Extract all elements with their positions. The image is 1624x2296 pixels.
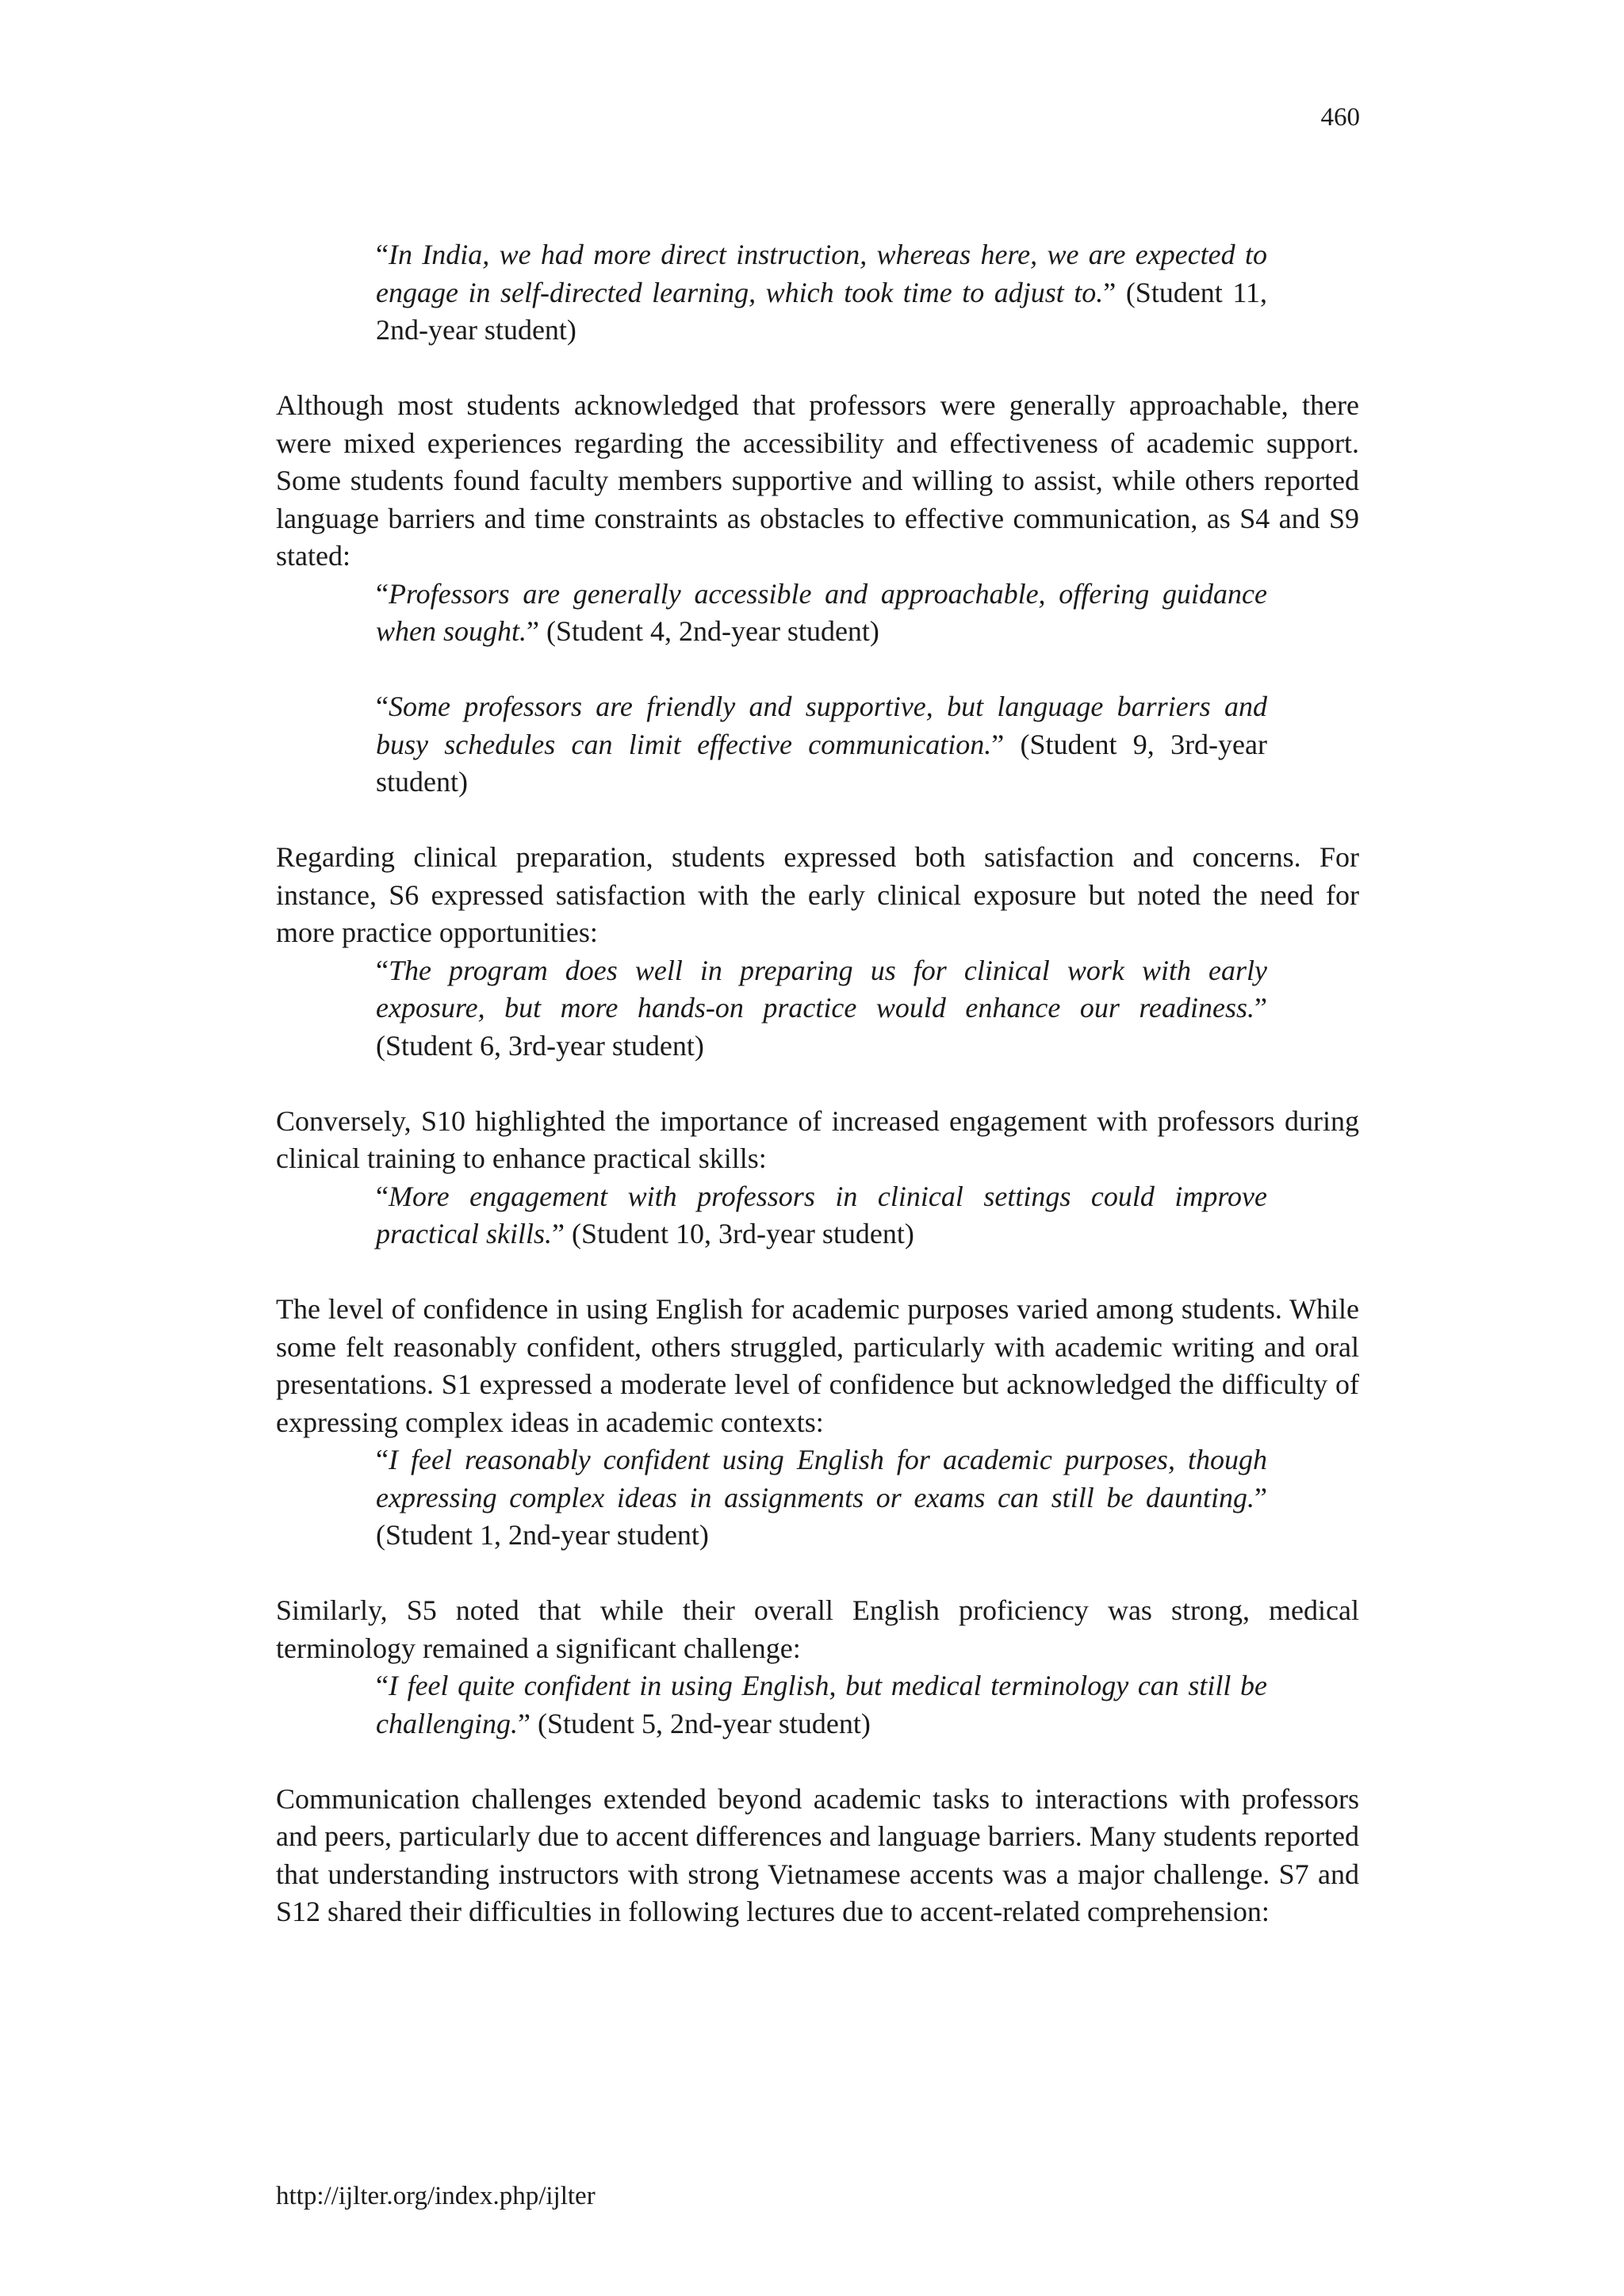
paragraph-communication-challenges: Communication challenges extended beyond academic tasks to interactions with professors and peers, particularly due to accent differences and language barriers. Many students reported that understanding instructors with strong Vietnamese accents was a major challenge. S7 and S12 shared their difficulties in following lectures due to accent-related comprehension:	[276, 1782, 1359, 1927]
quote-student-9: “Some professors are friendly and supportive, but language barriers and busy schedules can limit effective communication.” (Student 9, 3rd-year student)	[376, 691, 1267, 798]
paragraph-clinical-preparation: Regarding clinical preparation, students expressed both satisfaction and concerns. For instance, S6 expressed satisfaction with the early clinical exposure but noted the need for more practice opportunities:	[276, 841, 1359, 948]
spacer	[276, 1253, 1359, 1292]
quote-student-10: “More engagement with professors in clinical settings could improve practical skills.” (Student 10, 3rd-year student)	[376, 1180, 1267, 1249]
quote-student-5: “I feel quite confident in using English, but medical terminology can still be challenging.” (Student 5, 2nd-year student)	[376, 1670, 1267, 1739]
paragraph-clinical-engagement: Conversely, S10 highlighted the importance of increased engagement with professors during clinical training to enhance practical skills:	[276, 1104, 1359, 1174]
spacer	[276, 651, 1359, 689]
quote-student-6: “The program does well in preparing us for clinical work with early exposure, but more hands-on practice would enhance our readiness.” (Student 6, 3rd-year student)	[376, 954, 1267, 1062]
article-body	[276, 236, 1359, 1931]
spacer	[276, 1743, 1359, 1781]
quote-student-11: “In India, we had more direct instruction, whereas here, we are expected to engage in self-directed learning, which took time to adjust to.” (Student 11, 2nd-year student)	[376, 239, 1267, 346]
spacer	[276, 350, 1359, 388]
paragraph-academic-support: Although most students acknowledged that professors were generally approachable, there were mixed experiences regarding the accessibility and effectiveness of academic support. Some students found faculty members supportive and willing to assist, while others reported language barriers and time constraints as obstacles to effective communication, as S4 and S9 stated:	[276, 389, 1359, 572]
quote-student-1: “I feel reasonably confident using English for academic purposes, though expressing complex ideas in assignments or exams can still be daunting.” (Student 1, 2nd-year student)	[376, 1444, 1267, 1551]
footer-url: http://ijlter.org/index.php/ijlter	[276, 2182, 596, 2210]
quote-student-4: “Professors are generally accessible and approachable, offering guidance when sought.” (Student 4, 2nd-year student)	[376, 577, 1267, 647]
spacer	[276, 802, 1359, 840]
spacer	[276, 1065, 1359, 1103]
paragraph-english-confidence: The level of confidence in using English for academic purposes varied among students. While some felt reasonably confident, others struggled, particularly with academic writing and oral presentations. S1 expressed a moderate level of confidence but acknowledged the difficulty of expressing complex ideas in academic contexts:	[276, 1293, 1359, 1438]
page-number: 460	[1320, 103, 1360, 132]
paragraph-medical-terminology: Similarly, S5 noted that while their overall English proficiency was strong, medical terminology remained a significant challenge:	[276, 1594, 1359, 1664]
spacer	[276, 1555, 1359, 1593]
